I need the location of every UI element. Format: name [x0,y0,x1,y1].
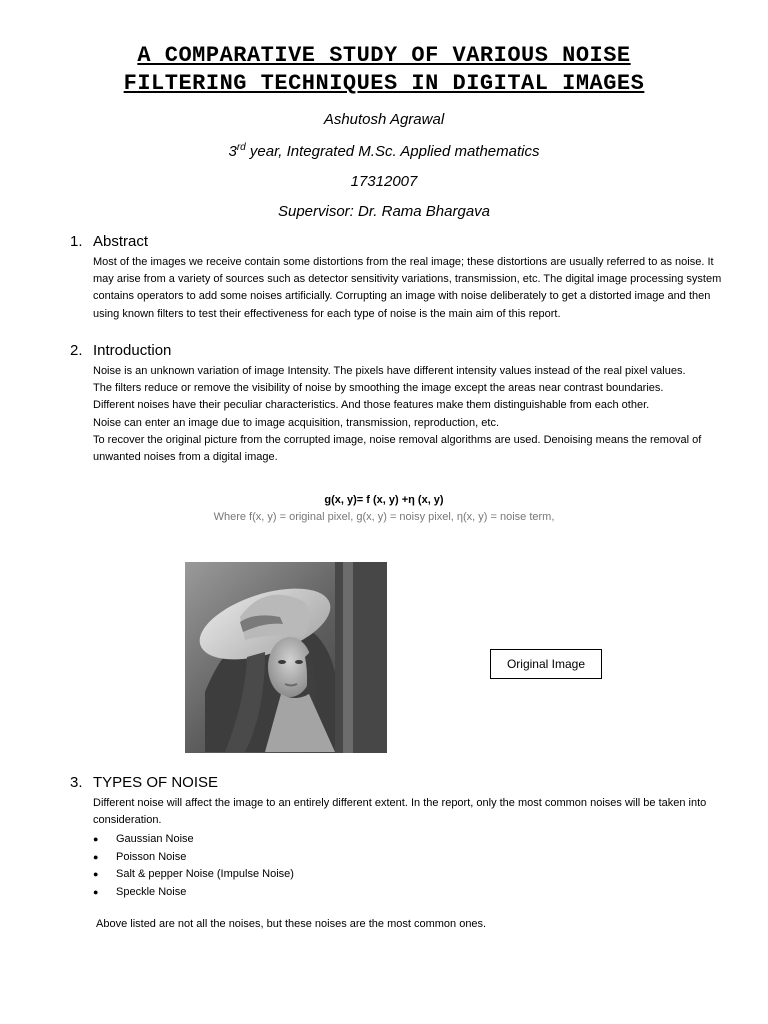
list-item [93,849,294,867]
intro-paragraph-5: To recover the original picture from the corrupted image, noise removal algorithms are used. Denoising means the removal of unwanted noises from a digital image. [93,433,702,464]
introduction-heading [70,342,171,359]
list-item [93,884,294,902]
abstract-title: Abstract [93,233,149,250]
figure-caption: Original Image [506,657,586,671]
original-image-photo [185,562,387,753]
noise-types-list [93,831,294,901]
figure-caption-box [490,649,602,679]
abstract-text: Most of the images we receive contain some distortions from the real image; these distortions are usually referred to as noise. It may arise from a variety of sources such as detector sensitivity variations, transmission, etc. The digital image processing system contains operators to add some noises artificially. Corrupting an image with noise deliberately to get a distorted image and then using known filters to test their effectiveness for each type of noise is the main aim of this report. [93,256,722,320]
types-intro-text: Different noise will affect the image to an entirely different extent. In the report, only the most common noises will be taken into consideration. [93,797,707,827]
list-item-text: Speckle Noise [116,885,187,898]
bullet-icon: ● [93,851,99,862]
intro-paragraph-3: Different noises have their peculiar characteristics. And those features make them distinguishable from each other. [93,399,650,412]
list-item-text: Gaussian Noise [116,833,194,845]
abstract-number: 1. [70,233,83,250]
intro-paragraph-1: Noise is an unknown variation of image Intensity. The pixels have different intensity values instead of the real pixel values. [93,365,686,377]
intro-paragraph-2: The filters reduce or remove the visibility of noise by smoothing the image except the areas near contrast boundaries. [93,382,664,395]
types-title: TYPES OF NOISE [93,774,219,791]
roll-number: 17312007 [350,173,418,190]
intro-paragraph-4: Noise can enter an image due to image acquisition, transmission, reproduction, etc. [93,416,499,429]
supervisor: Supervisor: Dr. Rama Bhargava [277,203,491,220]
author-name: Ashutosh Agrawal [323,111,445,128]
year-superscript: rd [236,142,246,153]
list-item [93,866,294,884]
paper-title-line-2: FILTERING TECHNIQUES IN DIGITAL IMAGES [123,71,645,96]
equation-explanation: Where f(x, y) = original pixel, g(x, y) = noisy pixel, η(x, y) = noise term, [213,511,555,523]
types-heading [70,774,218,791]
year-program: year, Integrated M.Sc. Applied mathematics [245,143,540,160]
list-item-text: Poisson Noise [116,850,187,863]
list-item-text: Salt & pepper Noise (Impulse Noise) [116,868,294,881]
noise-equation: g(x, y)= f (x, y) +η (x, y) [324,494,444,506]
introduction-number: 2. [70,342,83,359]
author-year [0,142,768,160]
paper-title-line-1: A COMPARATIVE STUDY OF VARIOUS NOISE [137,43,631,68]
list-item [93,831,294,849]
types-closing: Above listed are not all the noises, but these noises are the most common ones. [96,918,487,930]
types-number: 3. [70,774,83,791]
bullet-icon: ● [93,869,99,880]
introduction-title: Introduction [93,342,172,359]
bullet-icon: ● [93,834,99,844]
types-intro [93,795,733,829]
abstract-body [93,254,733,323]
year-number: 3 [228,143,237,160]
bullet-icon: ● [93,886,99,897]
abstract-heading [70,233,148,250]
introduction-body [93,363,733,466]
